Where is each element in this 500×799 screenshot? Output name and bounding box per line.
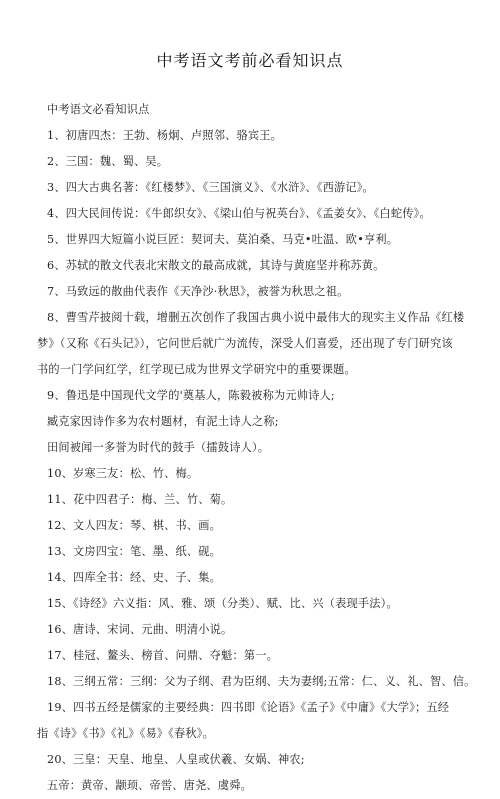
text-line: 19、四书五经是儒家的主要经典：四书即《论语》《孟子》《中庸》《大学》；五经 [47,701,450,714]
text-line: 15、《诗经》六义指：风、雅、颂（分类）、赋、比、兴（表现手法）。 [47,597,398,610]
text-line: 13、文房四宝：笔、墨、纸、砚。 [47,545,222,558]
text-line: 1、初唐四杰：王勃、杨炯、卢照邻、骆宾王。 [47,129,283,142]
text-line: 4、四大民间传说：《牛郎织女》、《梁山伯与祝英台》、《孟姜女》、《白蛇传》。 [47,207,431,220]
text-line: 18、三纲五常：三纲：父为子纲、君为臣纲、夫为妻纲;五常：仁、义、礼、智、信。 [47,675,476,688]
document-body [37,97,476,799]
text-line: 12、文人四友：琴、棋、书、画。 [47,519,222,532]
text-line: 14、四库全书：经、史、子、集。 [47,571,222,584]
text-line: 11、花中四君子：梅、兰、竹、菊。 [47,493,233,506]
text-line: 7、马致远的散曲代表作《天净沙·秋思》，被誉为秋思之祖。 [47,285,349,298]
text-line: 5、世界四大短篇小说巨匠：契诃夫、莫泊桑、马克•吐温、欧•亨利。 [47,233,399,246]
text-line: 8、曹雪芹披阅十载，增删五次创作了我国古典小说中最伟大的现实主义作品《红楼 [47,311,465,324]
text-line: 6、苏轼的散文代表北宋散文的最高成就，其诗与黄庭坚并称苏黄。 [47,259,385,272]
text-line: 臧克家因诗作多为农村题材，有泥土诗人之称; [47,415,279,428]
text-line: 9、鲁迅是中国现代文学的'奠基人，陈毅被称为元帅诗人; [47,389,335,402]
page-title: 中考语文考前必看知识点 [156,51,344,70]
text-line: 2、三国：魏、蜀、吴。 [47,155,169,168]
text-line: 20、三皇：天皇、地皇、人皇或伏羲、女娲、神农; [47,753,305,766]
text-line: 田间被闻一多誉为时代的鼓手（擂鼓诗人）。 [47,441,270,454]
text-line: 梦》（又称《石头记》），它问世后就广为流传，深受人们喜爱，还出现了专门研究该 [37,337,453,350]
text-line: 五帝：黄帝、颛顼、帝喾、唐尧、虞舜。 [47,779,252,792]
text-line: 指《诗》《书》《礼》《易》《春秋》。 [37,727,214,740]
text-line: 中考语文必看知识点 [47,103,150,116]
text-line: 3、四大古典名著：《红楼梦》、《三国演义》、《水浒》、《西游记》。 [47,181,374,194]
text-line: 16、唐诗、宋词、元曲、明清小说。 [47,623,233,636]
text-line: 10、岁寒三友：松、竹、梅。 [47,467,199,480]
text-line: 书的一门学问红学，红学现已成为世界文学研究中的重要课题。 [37,363,356,376]
text-line: 17、桂冠、鳌头、榜首、问鼎、夺魁：第一。 [47,649,278,662]
